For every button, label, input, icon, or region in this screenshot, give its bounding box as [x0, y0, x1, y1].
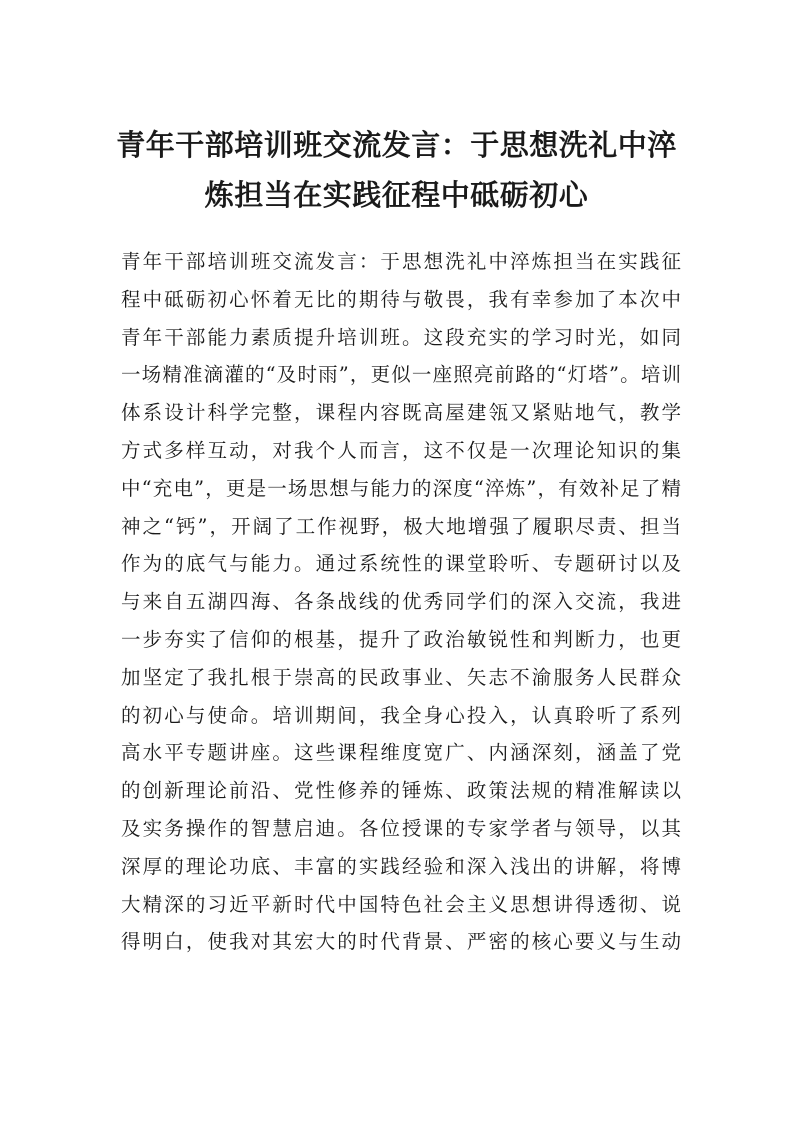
- body-line: 程中砥砺初心怀着无比的期待与敬畏，我有幸参加了本次中: [121, 287, 681, 311]
- body-line: 青年干部培训班交流发言：于思想洗礼中淬炼担当在实践征: [121, 250, 681, 273]
- document-title: [100, 120, 693, 220]
- body-line: 得明白，使我对其宏大的时代背景、严密的核心要义与生动: [121, 930, 681, 954]
- body-line: 一步夯实了信仰的根基，提升了政治敏锐性和判断力，也更: [121, 627, 681, 651]
- body-line: 中“充电”，更是一场思想与能力的深度“淬炼”，有效补足了精: [121, 476, 681, 500]
- body-line: 高水平专题讲座。这些课程维度宽广、内涵深刻，涵盖了党: [121, 741, 681, 765]
- body-line: 加坚定了我扎根于崇高的民政事业、矢志不渝服务人民群众: [121, 665, 681, 689]
- title-line-2: 炼担当在实践征程中砥砺初心: [204, 178, 589, 212]
- body-line: 大精深的习近平新时代中国特色社会主义思想讲得透彻、说: [121, 892, 681, 916]
- body-line: 的创新理论前沿、党性修养的锤炼、政策法规的精准解读以: [121, 779, 681, 803]
- title-line-1: 青年干部培训班交流发言：于思想洗礼中淬: [116, 128, 677, 162]
- body-line: 的初心与使命。培训期间，我全身心投入，认真聆听了系列: [121, 703, 681, 727]
- body-line: 神之“钙”，开阔了工作视野，极大地增强了履职尽责、担当: [121, 514, 681, 538]
- body-line: 体系设计科学完整，课程内容既高屋建瓴又紧贴地气，教学: [121, 401, 681, 425]
- body-line: 青年干部能力素质提升培训班。这段充实的学习时光，如同: [121, 325, 681, 349]
- body-line: 方式多样互动，对我个人而言，这不仅是一次理论知识的集: [121, 438, 681, 462]
- body-line: 及实务操作的智慧启迪。各位授课的专家学者与领导，以其: [121, 816, 681, 840]
- body-line: 深厚的理论功底、丰富的实践经验和深入浅出的讲解，将博: [121, 854, 681, 878]
- document-body: [121, 243, 681, 961]
- body-line: 一场精准滴灌的“及时雨”，更似一座照亮前路的“灯塔”。培训: [121, 363, 681, 387]
- body-line: 作为的底气与能力。通过系统性的课堂聆听、专题研讨以及: [121, 552, 681, 576]
- body-line: 与来自五湖四海、各条战线的优秀同学们的深入交流，我进: [121, 590, 681, 614]
